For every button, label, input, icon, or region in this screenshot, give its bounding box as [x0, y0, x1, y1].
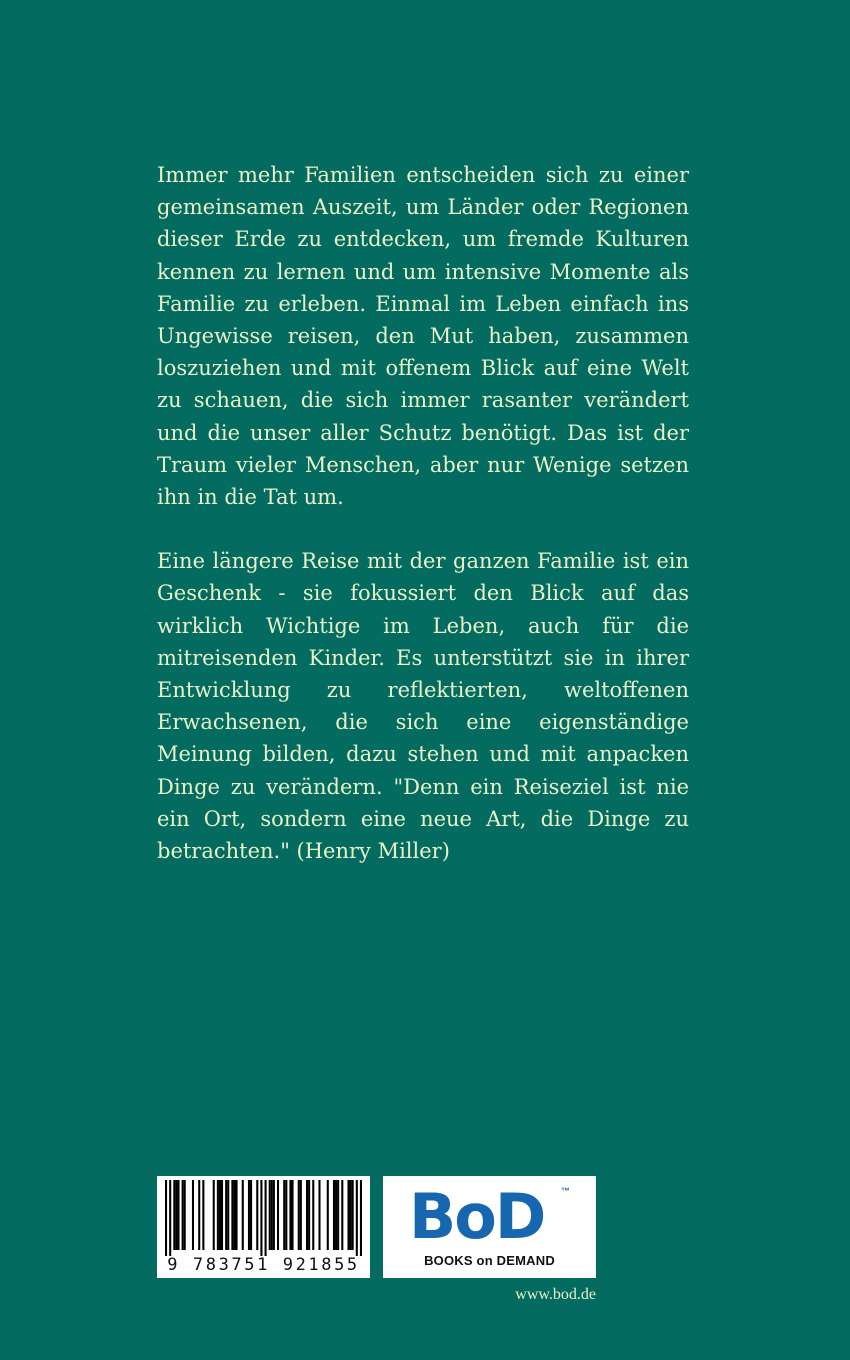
publisher-website: www.bod.de: [515, 1286, 596, 1303]
barcode-bar: [231, 1180, 233, 1250]
barcode-bar: [177, 1180, 179, 1250]
barcode-bar: [318, 1180, 320, 1250]
barcode-bar: [327, 1180, 329, 1250]
isbn-number: 9 783751 921855: [167, 1255, 360, 1275]
barcode-bar: [350, 1180, 352, 1250]
barcode-bar: [184, 1180, 186, 1250]
barcode-bar: [242, 1180, 244, 1250]
barcode-bar: [289, 1180, 291, 1250]
barcode-bar: [182, 1180, 184, 1250]
barcode-bar: [333, 1180, 335, 1250]
isbn-barcode: [157, 1176, 370, 1278]
back-cover-blurb: [157, 159, 689, 867]
barcode-bar: [225, 1180, 227, 1250]
barcode-bar: [306, 1180, 308, 1250]
trademark-symbol: ™: [561, 1186, 570, 1196]
barcode-bar: [300, 1180, 302, 1250]
barcode-bar: [356, 1180, 358, 1256]
barcode-bar: [308, 1180, 310, 1250]
barcode-bar: [265, 1180, 267, 1256]
barcode-bar: [198, 1180, 200, 1250]
barcode-bar: [217, 1180, 219, 1250]
barcode-bar: [219, 1180, 221, 1250]
barcode-bar: [169, 1180, 171, 1256]
barcode-bar: [256, 1180, 258, 1250]
barcode-bar: [248, 1180, 250, 1250]
barcode-bar: [213, 1180, 215, 1250]
barcode-bar: [283, 1180, 285, 1250]
blurb-paragraph-1: Immer mehr Familien entscheiden sich zu einer gemeinsamen Auszeit, um Länder oder Regionen dieser Erde zu entdecken, um fremde Kulturen kennen zu lernen und um intensive Momente als Familie zu erleben. Einmal im Leben einfach ins Ungewisse reisen, den Mut haben, zusammen loszuziehen und mit offenem Blick auf eine Welt zu schauen, die sich immer rasanter verändert und die unser aller Schutz benötigt. Das ist der Traum vieler Menschen, aber nur Wenige setzen ihn in die Tat um.: [157, 163, 689, 510]
barcode-bar: [173, 1180, 175, 1250]
barcode-bar: [360, 1180, 362, 1256]
barcode-bar: [291, 1180, 293, 1250]
barcode-bar: [192, 1180, 194, 1250]
barcode-bar: [341, 1180, 343, 1250]
barcode-bar: [236, 1180, 238, 1250]
barcode-bar: [285, 1180, 287, 1250]
blurb-paragraph-2: Eine längere Reise mit der ganzen Familie ist ein Geschenk - sie fokussiert den Blick auf das wirklich Wichtige im Leben, auch für die mitreisenden Kinder. Es unterstützt sie in ihrer Entwicklung zu reflektierten, weltoffenen Erwachsenen, die sich eine eigenständige Meinung bilden, dazu stehen und mit anpacken Dinge zu verändern. "Denn ein Reiseziel ist nie ein Ort, sondern eine neue Art, die Dinge zu betrachten." (Henry Miller): [157, 549, 689, 864]
barcode-bar: [250, 1180, 252, 1250]
barcode-bars: [165, 1180, 362, 1256]
barcode-bar: [233, 1180, 235, 1250]
barcode-bar: [347, 1180, 349, 1250]
barcode-bar: [175, 1180, 177, 1250]
barcode-bar: [273, 1180, 275, 1250]
bod-logo: BoD: [409, 1180, 545, 1253]
barcode-bar: [260, 1180, 262, 1256]
barcode-bar: [269, 1180, 271, 1250]
barcode-bar: [227, 1180, 229, 1250]
barcode-bar: [335, 1180, 337, 1250]
barcode-bar: [271, 1180, 273, 1250]
barcode-bar: [202, 1180, 204, 1250]
barcode-bar: [277, 1180, 279, 1250]
publisher-tagline: BOOKS on DEMAND: [424, 1253, 555, 1268]
barcode-bar: [312, 1180, 314, 1250]
publisher-logo-box: [383, 1176, 596, 1278]
barcode-bar: [337, 1180, 339, 1250]
barcode-bar: [352, 1180, 354, 1250]
barcode-bar: [298, 1180, 300, 1250]
barcode-bar: [221, 1180, 223, 1250]
barcode-bar: [165, 1180, 167, 1256]
